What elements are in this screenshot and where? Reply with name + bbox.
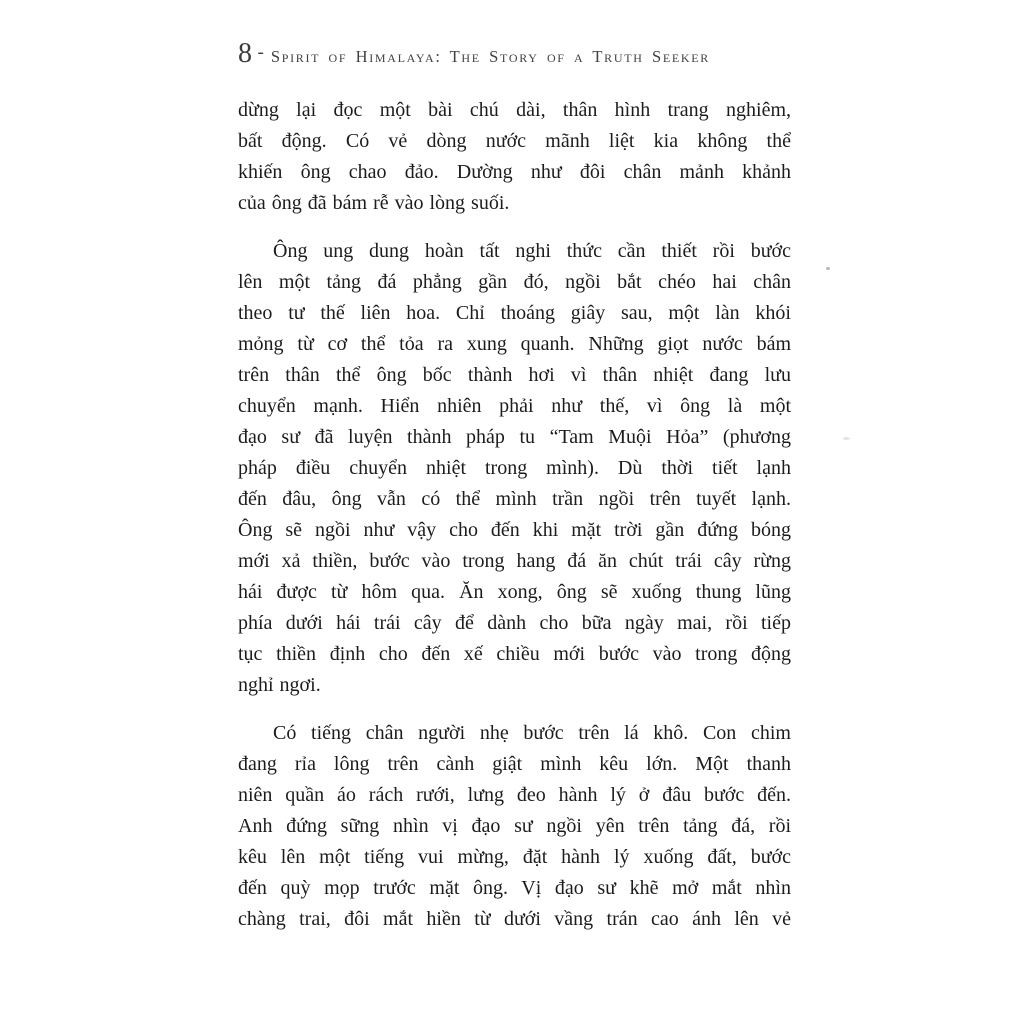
text-line: bất động. Có vẻ dòng nước mãnh liệt kia không thể <box>238 130 791 152</box>
scan-speck <box>826 267 830 270</box>
text-line: trên thân thể ông bốc thành hơi vì thân nhiệt đang lưu <box>238 364 791 386</box>
text-line: dừng lại đọc một bài chú dài, thân hình trang nghiêm, <box>238 99 791 121</box>
text-line: chuyển mạnh. Hiển nhiên phải như thế, vì ông là một <box>238 395 791 417</box>
text-line: đến quỳ mọp trước mặt ông. Vị đạo sư khẽ mở mắt nhìn <box>238 877 791 899</box>
paragraph <box>238 95 791 219</box>
page-number: 8 <box>238 38 253 69</box>
paragraph <box>238 236 791 701</box>
text-line: kêu lên một tiếng vui mừng, đặt hành lý xuống đất, bước <box>238 846 791 868</box>
text-line: Có tiếng chân người nhẹ bước trên lá khô. Con chim <box>273 722 791 744</box>
text-line: đang rỉa lông trên cành giật mình kêu lớn. Một thanh <box>238 753 791 775</box>
text-line: chàng trai, đôi mắt hiền từ dưới vầng trán cao ánh lên vẻ <box>238 908 791 930</box>
text-line: hái được từ hôm qua. Ăn xong, ông sẽ xuống thung lũng <box>238 581 791 603</box>
text-line: khiến ông chao đảo. Dường như đôi chân mảnh khảnh <box>238 161 791 183</box>
paragraph <box>238 718 791 935</box>
text-line: Ông sẽ ngồi như vậy cho đến khi mặt trời gần đứng bóng <box>238 519 791 541</box>
text-line: pháp điều chuyển nhiệt trong mình). Dù thời tiết lạnh <box>238 457 791 479</box>
text-line: đạo sư đã luyện thành pháp tu “Tam Muội Hỏa” (phương <box>238 426 791 448</box>
text-line: mỏng từ cơ thể tỏa ra xung quanh. Những giọt nước bám <box>238 333 791 355</box>
text-line: niên quần áo rách rưới, lưng đeo hành lý ở đâu bước đến. <box>238 784 791 806</box>
running-header <box>238 38 798 70</box>
text-line: phía dưới hái trái cây để dành cho bữa ngày mai, rồi tiếp <box>238 612 791 634</box>
text-line: Anh đứng sững nhìn vị đạo sư ngồi yên trên tảng đá, rồi <box>238 815 791 837</box>
header-separator: - <box>257 42 264 63</box>
text-line: lên một tảng đá phẳng gần đó, ngồi bắt chéo hai chân <box>238 271 791 293</box>
text-line: tục thiền định cho đến xế chiều mới bước vào trong động <box>238 643 791 665</box>
text-line: mới xả thiền, bước vào trong hang đá ăn chút trái cây rừng <box>238 550 791 572</box>
page-body <box>238 95 791 935</box>
text-line: đến đâu, ông vẫn có thể mình trần ngồi trên tuyết lạnh. <box>238 488 791 510</box>
text-line: của ông đã bám rễ vào lòng suối. <box>238 192 510 214</box>
text-line: Ông ung dung hoàn tất nghi thức cần thiết rồi bước <box>273 240 791 262</box>
text-line: theo tư thế liên hoa. Chỉ thoáng giây sau, một làn khói <box>238 302 791 324</box>
scan-speck <box>843 437 850 440</box>
text-line: nghỉ ngơi. <box>238 674 321 696</box>
running-title: Spirit of Himalaya: The Story of a Truth Seeker <box>270 47 711 66</box>
